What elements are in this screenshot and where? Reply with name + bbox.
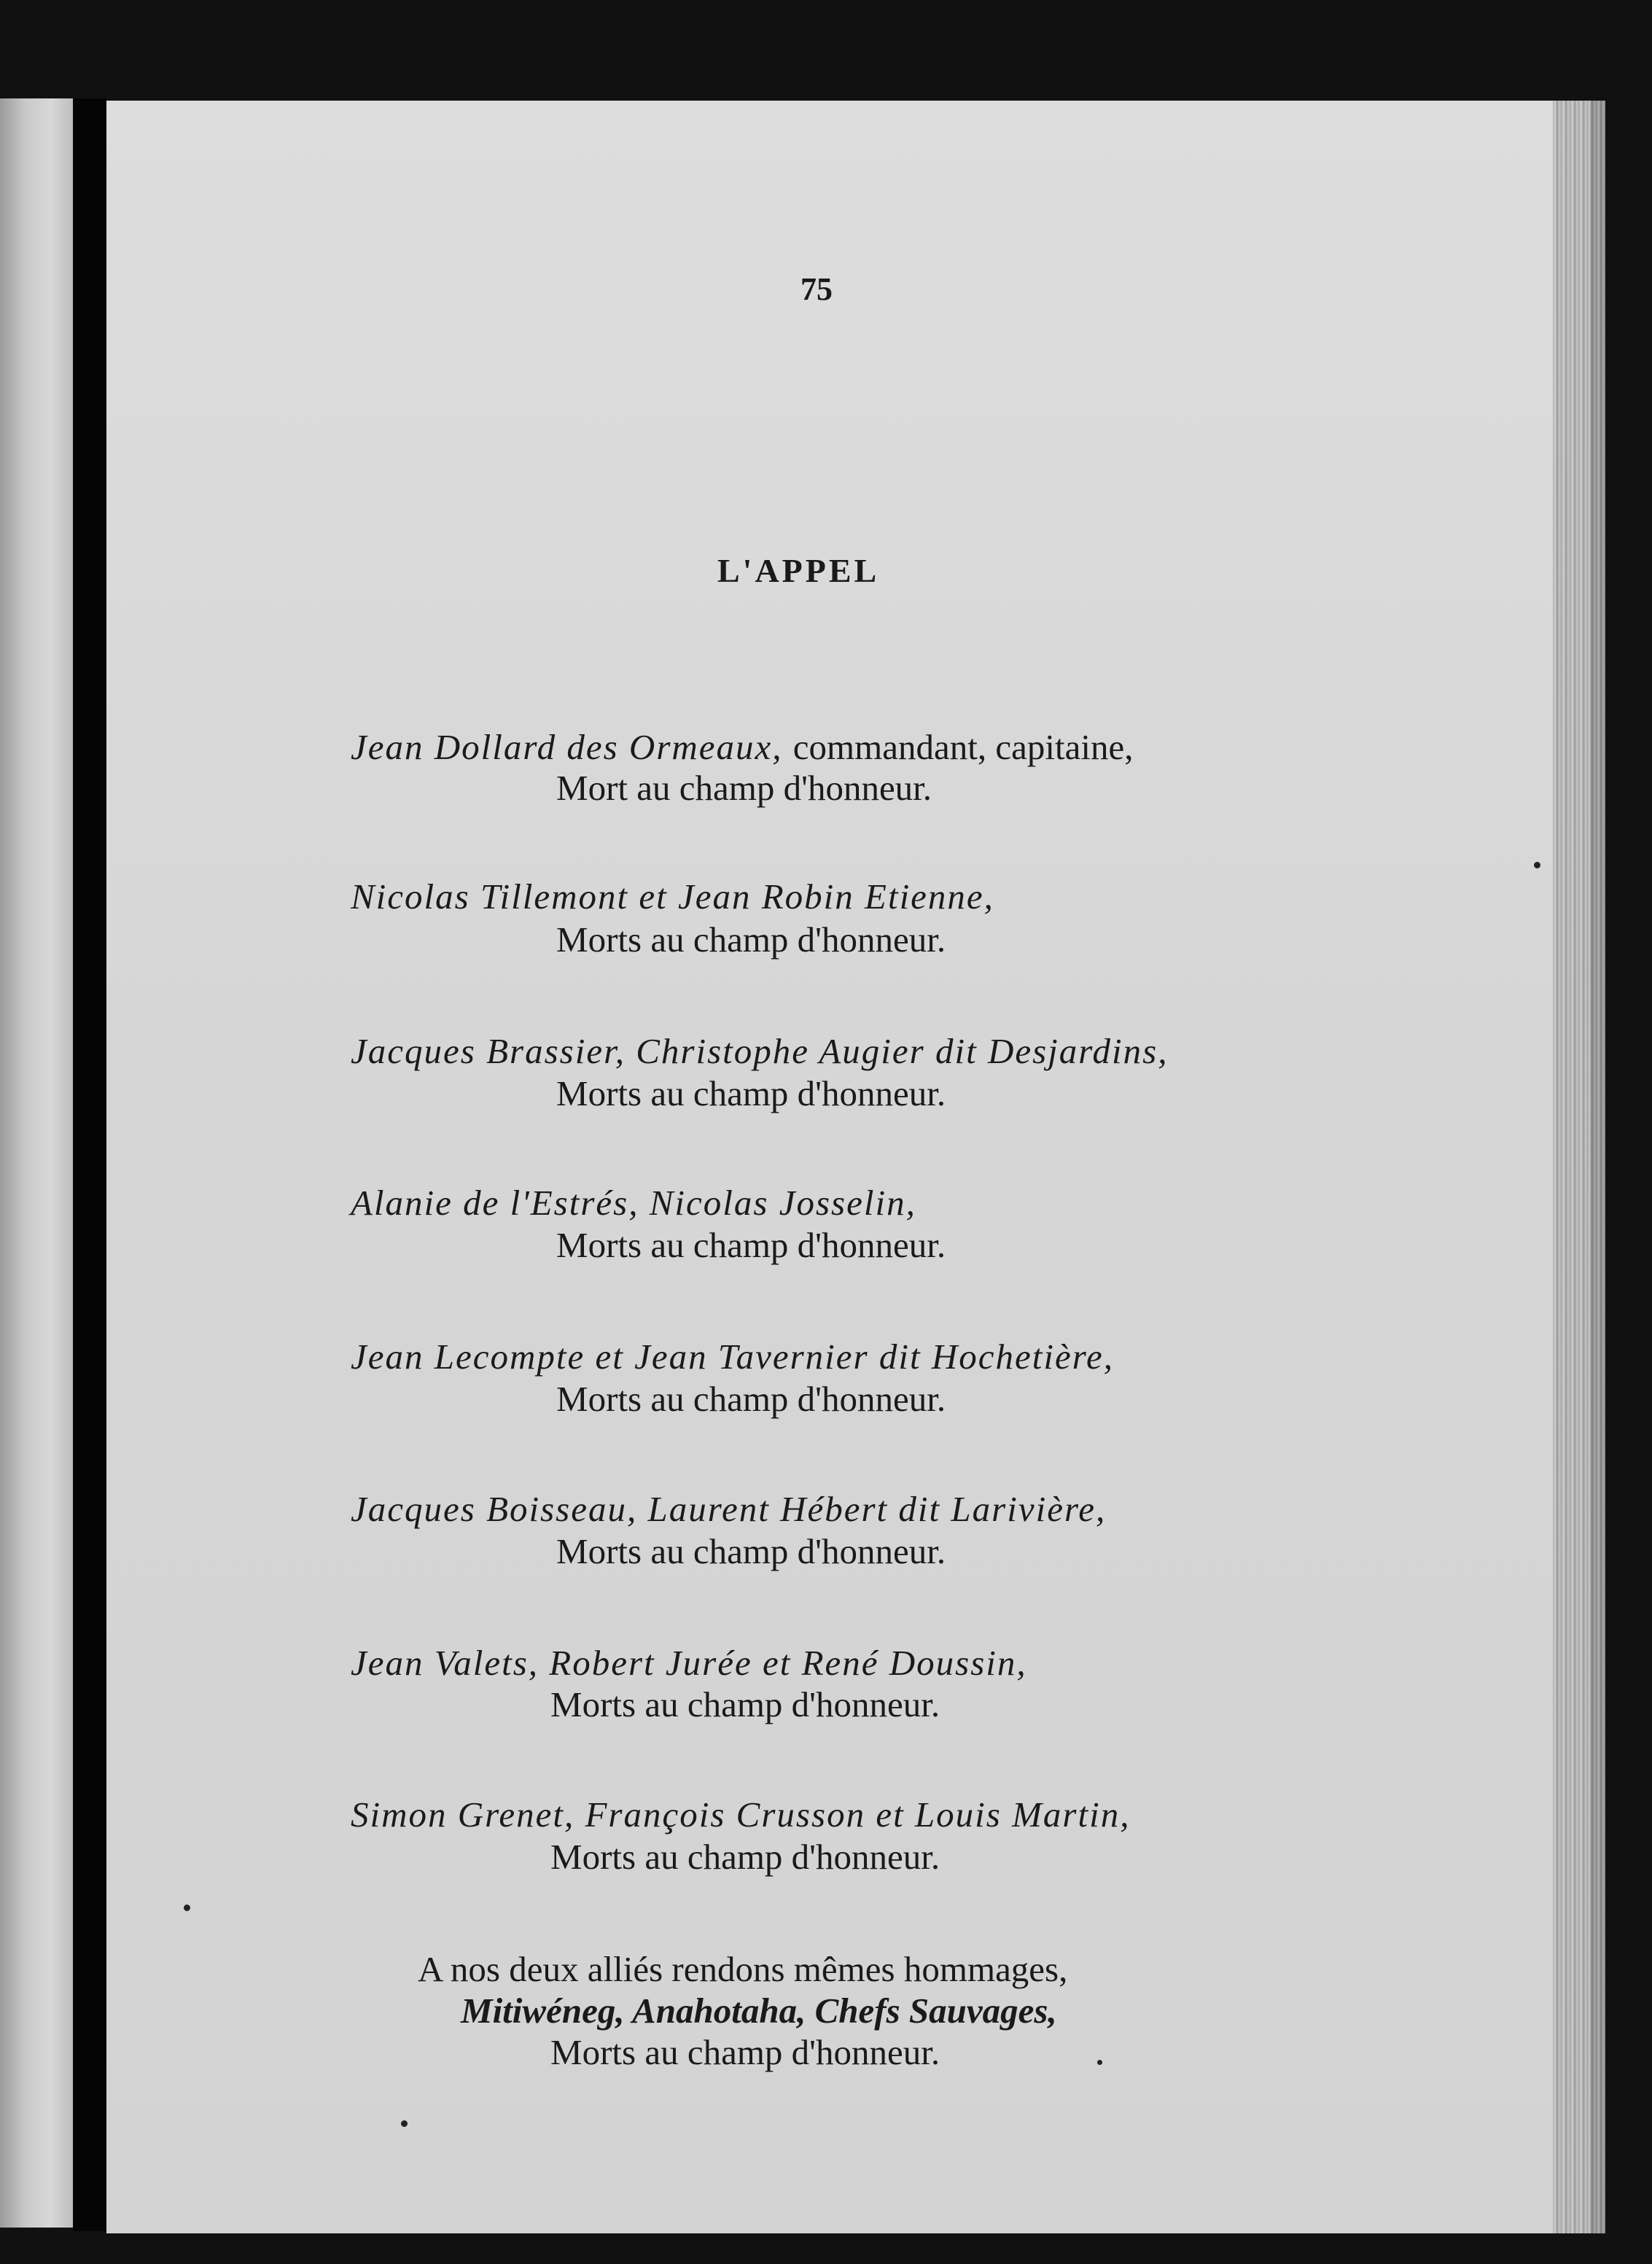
page-number: 75 xyxy=(800,271,833,307)
entry-status: Morts au champ d'honneur. xyxy=(556,1531,946,1571)
entry-role: commandant, capitaine, xyxy=(792,727,1134,767)
entry-names: Nicolas Tillemont et Jean Robin Etienne, xyxy=(351,876,994,917)
entry-names: Jean Lecompte et Jean Tavernier dit Hochetière, xyxy=(351,1337,1114,1377)
facing-page-edge xyxy=(0,98,73,2228)
scan-speck xyxy=(401,2120,408,2127)
entry-names: Alanie de l'Estrés, Nicolas Josselin, xyxy=(351,1183,916,1223)
closing-line-3: Morts au champ d'honneur. xyxy=(550,2032,940,2072)
entry-status: Morts au champ d'honneur. xyxy=(550,1837,940,1877)
book-page xyxy=(106,101,1590,2233)
entry-status: Morts au champ d'honneur. xyxy=(550,1684,940,1724)
entry-status: Morts au champ d'honneur. xyxy=(556,919,946,960)
entry-names: Simon Grenet, François Crusson et Louis Martin, xyxy=(351,1794,1131,1835)
scan-speck xyxy=(1097,2060,1102,2065)
page-edge-fore-edge xyxy=(1553,101,1605,2233)
entry-names xyxy=(351,729,1133,765)
entry-status: Morts au champ d'honneur. xyxy=(556,1379,946,1419)
entry-names-text: Jean Dollard des Ormeaux, xyxy=(351,727,783,767)
entry-status: Morts au champ d'honneur. xyxy=(556,1225,946,1265)
closing-line-1: A nos deux alliés rendons mêmes hommages, xyxy=(418,1949,1068,1989)
entry-status: Morts au champ d'honneur. xyxy=(556,1073,946,1113)
entry-names: Jean Valets, Robert Jurée et René Doussin, xyxy=(351,1643,1027,1683)
entry-names: Jacques Boisseau, Laurent Hébert dit Larivière, xyxy=(351,1489,1107,1529)
book-gutter xyxy=(73,98,106,2231)
entry-names: Jacques Brassier, Christophe Augier dit Desjardins, xyxy=(351,1031,1169,1071)
entry-status: Mort au champ d'honneur. xyxy=(556,768,932,808)
page-title: L'APPEL xyxy=(717,552,880,589)
scan-speck xyxy=(184,1905,190,1911)
scan-speck xyxy=(1534,862,1540,868)
closing-line-2: Mitiwéneg, Anahotaha, Chefs Sauvages, xyxy=(461,1991,1057,2031)
